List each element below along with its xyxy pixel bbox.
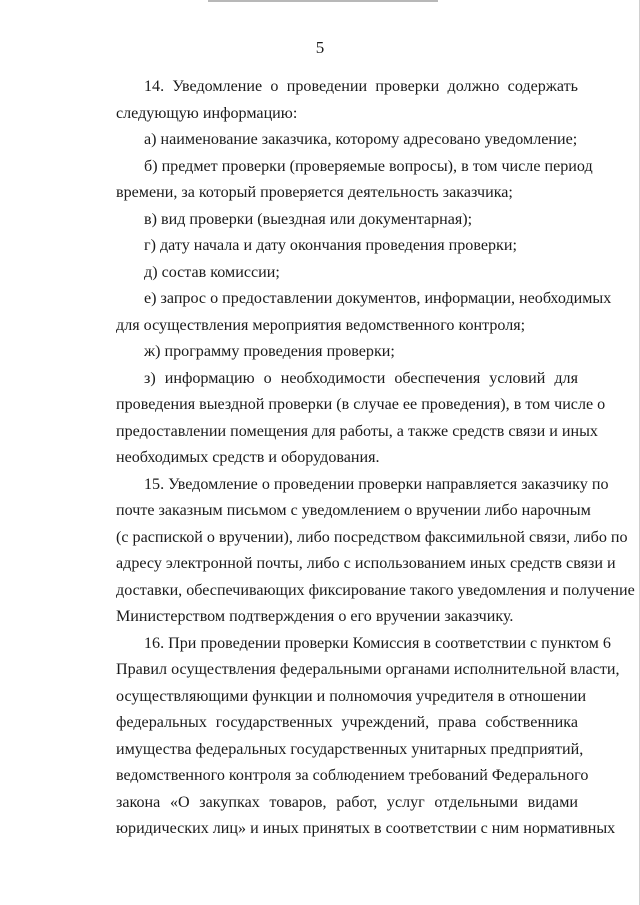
text-line: ж) программу проведения проверки; xyxy=(144,343,395,360)
paragraph-14h xyxy=(116,366,606,472)
paragraph-14e xyxy=(116,260,578,287)
scan-artifact-line xyxy=(208,0,438,2)
text-line: необходимых средств и оборудования. xyxy=(116,449,380,466)
paragraph-14g xyxy=(116,339,578,366)
text-line: проведения выездной проверки (в случае ее проведения), в том числе о xyxy=(116,396,606,413)
document-body xyxy=(116,74,635,843)
page-number: 5 xyxy=(315,38,325,57)
paragraph-14c xyxy=(116,207,578,234)
text-line: осуществляющими функции и полномочия учредителя в отношении xyxy=(116,687,587,705)
text-line: времени, за который проверяется деятельность заказчика; xyxy=(116,184,513,201)
paragraph-15 xyxy=(116,472,635,631)
text-line: для осуществления мероприятия ведомственного контроля; xyxy=(116,316,526,334)
text-line: в) вид проверки (выездная или документарная); xyxy=(144,210,473,228)
text-line: Министерством подтверждения о его вручении заказчику. xyxy=(116,608,514,625)
paragraph-14b xyxy=(116,154,593,207)
text-line: 14. Уведомление о проведении проверки должно содержать xyxy=(144,78,578,95)
text-line: юридических лиц» и иных принятых в соответствии с ним нормативных xyxy=(116,820,616,837)
text-line: адресу электронной почты, либо с использованием иных средств связи и xyxy=(116,555,616,572)
text-line: б) предмет проверки (проверяемые вопросы), в том числе период xyxy=(144,157,593,175)
text-line: закона «О закупках товаров, работ, услуг отдельными видами xyxy=(116,793,578,811)
text-line: а) наименование заказчика, которому адресовано уведомление; xyxy=(144,131,578,148)
text-line: 16. При проведении проверки Комиссия в соответствии с пунктом 6 xyxy=(144,634,611,652)
text-line: г) дату начала и дату окончания проведения проверки; xyxy=(144,237,517,254)
text-line: д) состав комиссии; xyxy=(144,263,280,281)
paragraph-14a xyxy=(116,127,578,154)
paragraph-14 xyxy=(116,74,578,127)
text-line: почте заказным письмом с уведомлением о вручении либо нарочным xyxy=(116,502,591,519)
text-line: имущества федеральных государственных унитарных предприятий, xyxy=(116,740,584,758)
text-line: е) запрос о предоставлении документов, информации, необходимых xyxy=(144,290,612,307)
text-line: ведомственного контроля за соблюдением требований Федерального xyxy=(116,767,589,784)
paragraph-16 xyxy=(116,631,620,843)
text-line: предоставлении помещения для работы, а также средств связи и иных xyxy=(116,422,598,440)
text-line: Правил осуществления федеральными органами исполнительной власти, xyxy=(116,661,620,678)
text-line: (с распиской о вручении), либо посредством факсимильной связи, либо по xyxy=(116,528,628,546)
paragraph-14d xyxy=(116,233,578,260)
paragraph-14f xyxy=(116,286,612,339)
text-line: з) информацию о необходимости обеспечения условий для xyxy=(144,369,578,387)
text-line: доставки, обеспечивающих фиксирование такого уведомления и получение xyxy=(116,581,635,599)
text-line: федеральных государственных учреждений, права собственника xyxy=(116,714,578,731)
text-line: 15. Уведомление о проведении проверки направляется заказчику по xyxy=(144,475,609,493)
text-line: следующую информацию: xyxy=(116,104,298,122)
